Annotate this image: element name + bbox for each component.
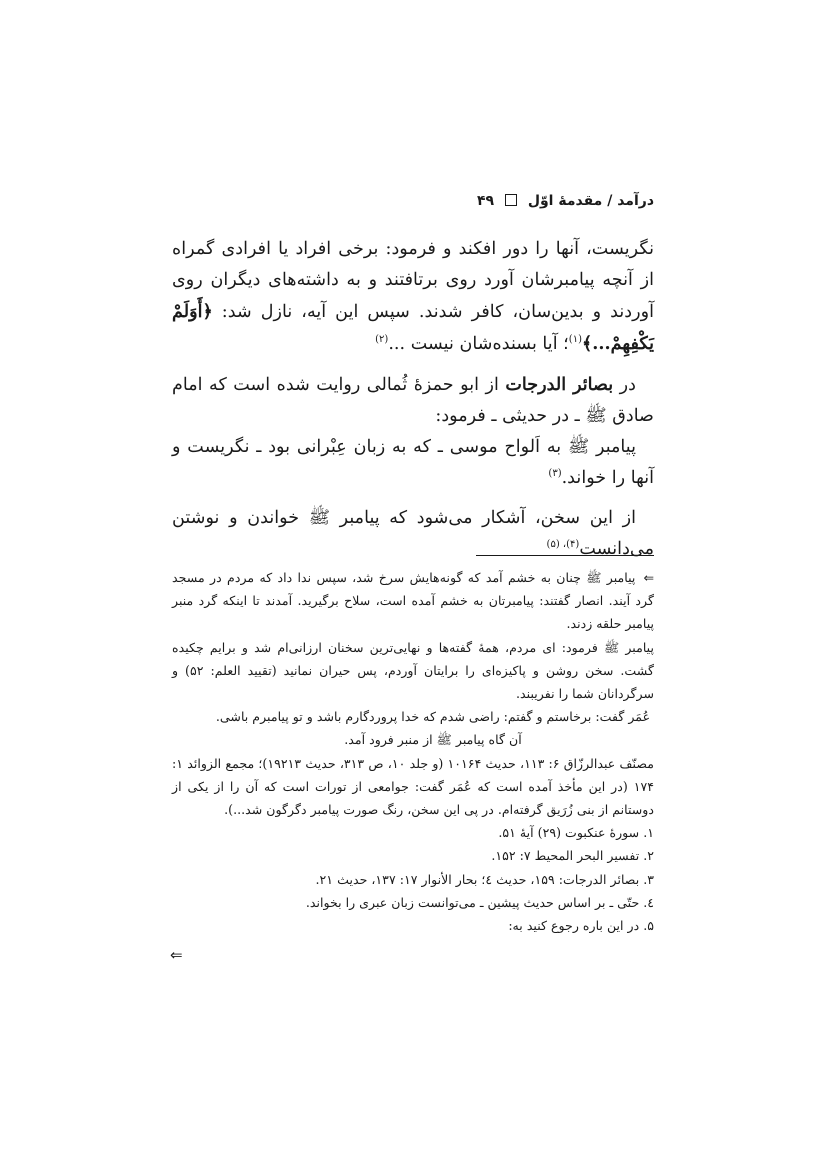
square-icon — [505, 194, 517, 206]
footnote-ref-4-5: (۴)، (۵) — [546, 539, 580, 551]
paragraph-2 — [172, 369, 654, 432]
footnotes — [172, 566, 654, 937]
paragraph-3 — [172, 432, 654, 494]
footnote-item: ۵. در این باره رجوع کنید به: — [508, 918, 654, 934]
footnote-item: ۲. تفسیر البحر المحیط ۷: ۱۵۲. — [491, 848, 654, 864]
paragraph-1-text: نگریست، آنها را دور افکند و فرمود: برخی افراد یا افرادی گمراه از آنچه پیامبرشان آورد روی برتافتند و به داشته‌های دیگران روی آوردند و بدین‌سان، کافر شدند. سپس این آیه، نازل شد: — [172, 239, 654, 322]
header-title: درآمد / مقدمهٔ اوّل — [527, 193, 654, 209]
continuation-arrow-icon: ⇐ — [643, 570, 654, 585]
page-number: ۴۹ — [476, 193, 495, 209]
footnote-continued-4: آن گاه پیامبر ﷺ از منبر فرود آمد. — [344, 732, 522, 748]
footnote-continued-1 — [172, 566, 654, 636]
footnote-continued-5: مصنّف عبدالرزّاق ۶: ۱۱۳، حدیث ۱۰۱۶۴ (و جلد ۱۰، ص ۳۱۳، حدیث ۱۹۲۱۳)؛ مجمع الزوائد ۱: ۱۷۴ (در این مأخذ آمده است که عُمَر گفت: جوامعی از تورات است که آن را از یکی از دوستانم از بنی زُرَیق گرفته‌ام. در پی این سخن، رنگ صورت پیامبر دگرگون شد...). — [172, 755, 655, 818]
paragraph-1-after: ؛ آیا بسنده‌شان نیست ... — [388, 334, 569, 354]
paragraph-1 — [172, 234, 654, 360]
page-continues-arrow-icon: ⇐ — [170, 946, 183, 964]
main-text — [172, 234, 654, 565]
paragraph-3-text: پیامبر ﷺ به اَلواح موسی ـ که به زبان عِبْرانی بود ـ نگریست و آنها را خواند. — [172, 437, 654, 488]
running-header — [477, 193, 654, 209]
footnote-continued-2: پیامبر ﷺ فرمود: ای مردم، همهٔ گفته‌ها و نهایی‌ترین سخنان ارزانی‌ام شد و برایم چکیده گشت. سخن روشن و پاکیزه‌ای را برایتان آوردم، پس حیران نمانید (تقیید العلم: ۵۲) و سرگردانان شما را نفریبند. — [172, 639, 654, 702]
footnote-divider — [476, 555, 654, 556]
footnote-item: ۳. بصائر الدرجات: ۱۵۹، حدیث ٤؛ بحار الأنوار ۱۷: ۱۳۷، حدیث ۲۱. — [315, 871, 654, 887]
quran-verse: ﴿أَوَلَمْ يَكْفِهِمْ...﴾ — [172, 301, 654, 354]
footnote-item: ٤. حتّی ـ بر اساس حدیث پیشین ـ می‌توانست زبان عبری را بخواند. — [305, 894, 654, 910]
source-title: بصائر الدرجات — [505, 374, 614, 395]
footnote-list — [172, 821, 654, 937]
footnote-continued-1-text: پیامبر ﷺ چنان به خشم آمد که گونه‌هایش سرخ شد، سپس ندا داد که مردم در مسجد گرد آیند. انصار گفتند: پیامبرتان به خشم آمده است، سلاح برگیرید. آمدند تا اینکه گرد منبر پیامبر حلقه زدند. — [172, 570, 654, 632]
footnote-ref-3: (۳) — [548, 468, 562, 480]
paragraph-2-start: در — [613, 375, 636, 395]
paragraph-2-rest: از ابو حمزهٔ ثُمالی روایت شده است که امام صادق ﷺ ـ در حدیثی ـ فرمود: — [172, 375, 654, 426]
footnote-ref-2: (۲) — [375, 334, 389, 346]
paragraph-4-text: از این سخن، آشکار می‌شود که پیامبر ﷺ خواندن و نوشتن می‌دانست — [172, 508, 654, 559]
footnote-continued-3: عُمَر گفت: برخاستم و گفتم: راضی شدم که خدا پروردگارم باشد و تو پیامبرم باشی. — [215, 709, 651, 725]
footnote-item: ۱. سورهٔ عنکبوت (۲۹) آیهٔ ۵۱. — [498, 825, 654, 841]
footnote-ref-1: (۱) — [568, 334, 582, 346]
